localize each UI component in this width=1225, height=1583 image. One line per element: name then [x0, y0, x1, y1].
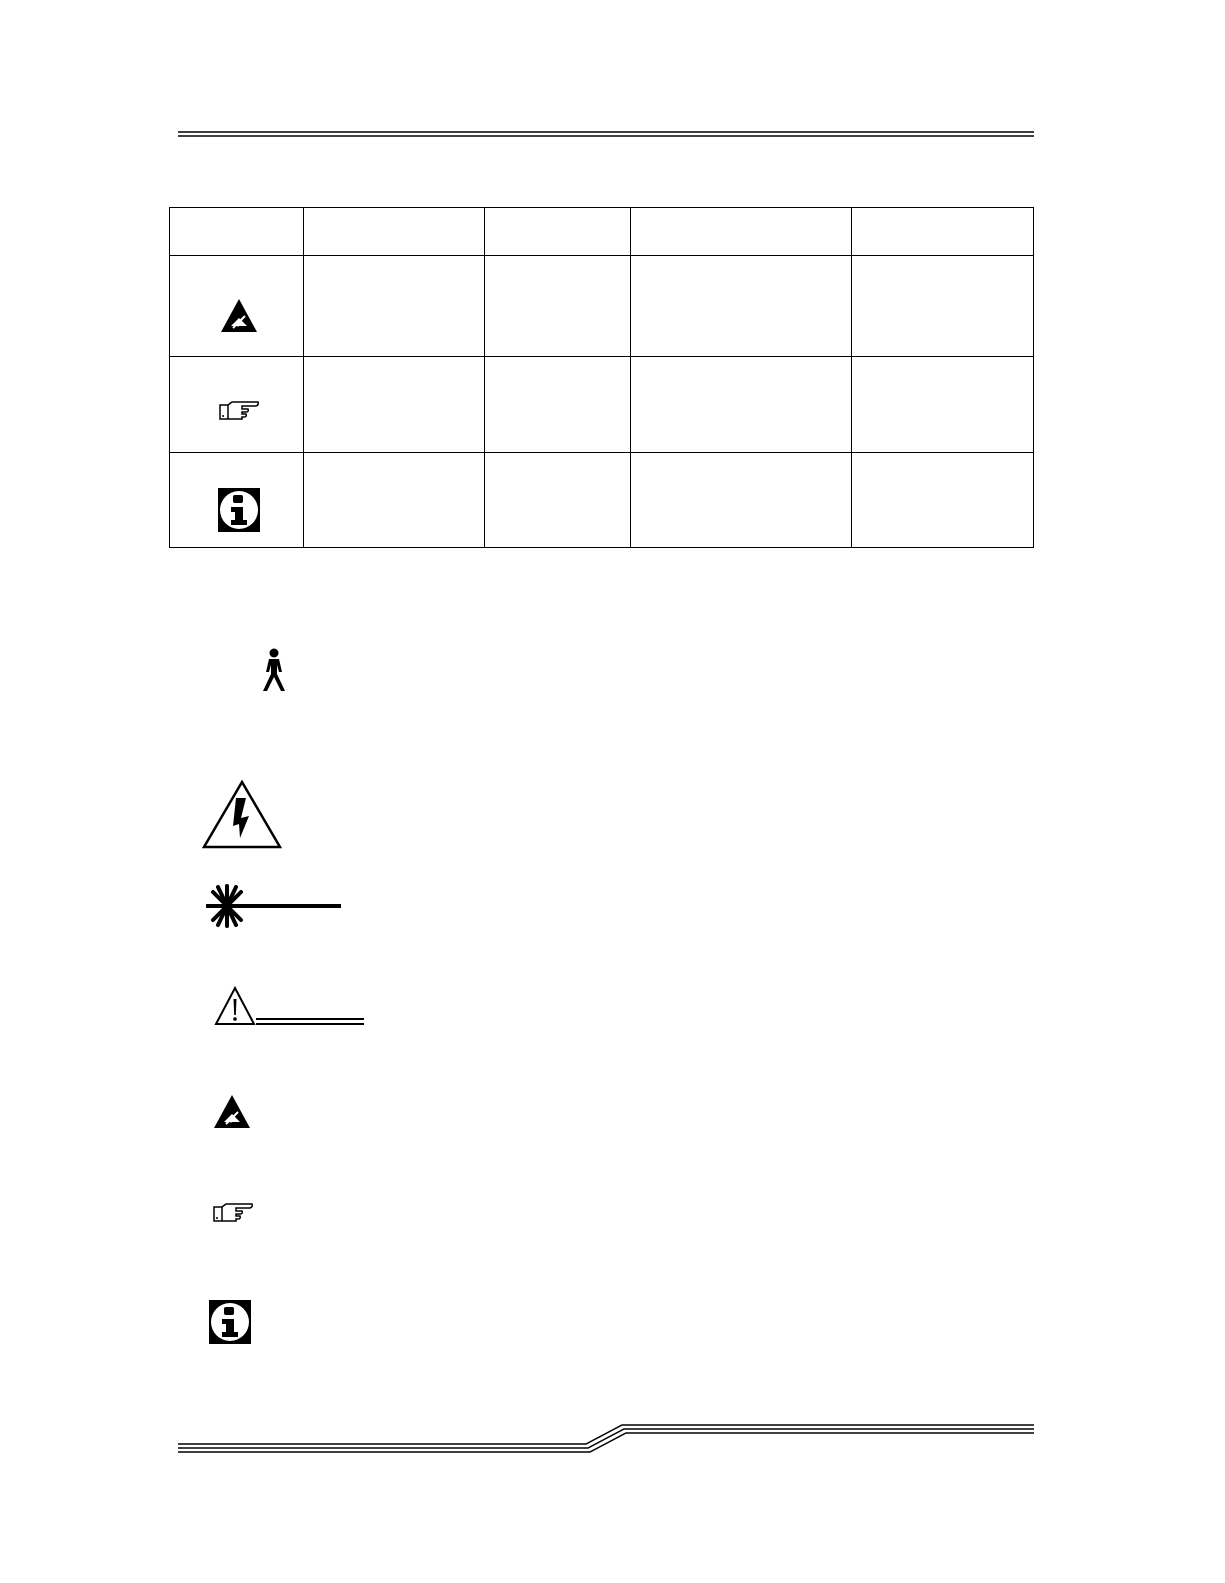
esd-icon: [212, 1094, 252, 1130]
high-voltage-icon: [202, 780, 282, 850]
table-header-cell: [852, 208, 1034, 256]
table-icon-cell: [170, 256, 304, 357]
table-cell: [304, 453, 485, 548]
table-header-row: [170, 208, 1034, 256]
header-rule: [178, 130, 1034, 140]
table-cell: [304, 256, 485, 357]
pointing-hand-icon: [212, 1203, 254, 1223]
table-icon-cell: [170, 357, 304, 453]
table-cell: [852, 453, 1034, 548]
info-icon: [208, 1299, 252, 1345]
symbol-table: [169, 207, 1034, 548]
pointing-hand-icon: [218, 401, 260, 421]
table-cell: [485, 256, 631, 357]
table-cell: [852, 256, 1034, 357]
table-cell: [485, 453, 631, 548]
caution-icon: [212, 985, 366, 1027]
table-row: [170, 256, 1034, 357]
table-header-cell: [304, 208, 485, 256]
laser-icon: [206, 884, 344, 928]
table-row: [170, 357, 1034, 453]
esd-icon: [219, 298, 259, 334]
table-header-cell: [485, 208, 631, 256]
table-icon-cell: [170, 453, 304, 548]
table-cell: [852, 357, 1034, 453]
table-cell: [631, 357, 852, 453]
footer-rule: [178, 1420, 1034, 1456]
table-row: [170, 453, 1034, 548]
table-cell: [631, 256, 852, 357]
body-figure-icon: [258, 648, 290, 692]
table-header-cell: [170, 208, 304, 256]
table-cell: [485, 357, 631, 453]
table-cell: [631, 453, 852, 548]
info-icon: [217, 487, 261, 533]
table-cell: [304, 357, 485, 453]
table-header-cell: [631, 208, 852, 256]
